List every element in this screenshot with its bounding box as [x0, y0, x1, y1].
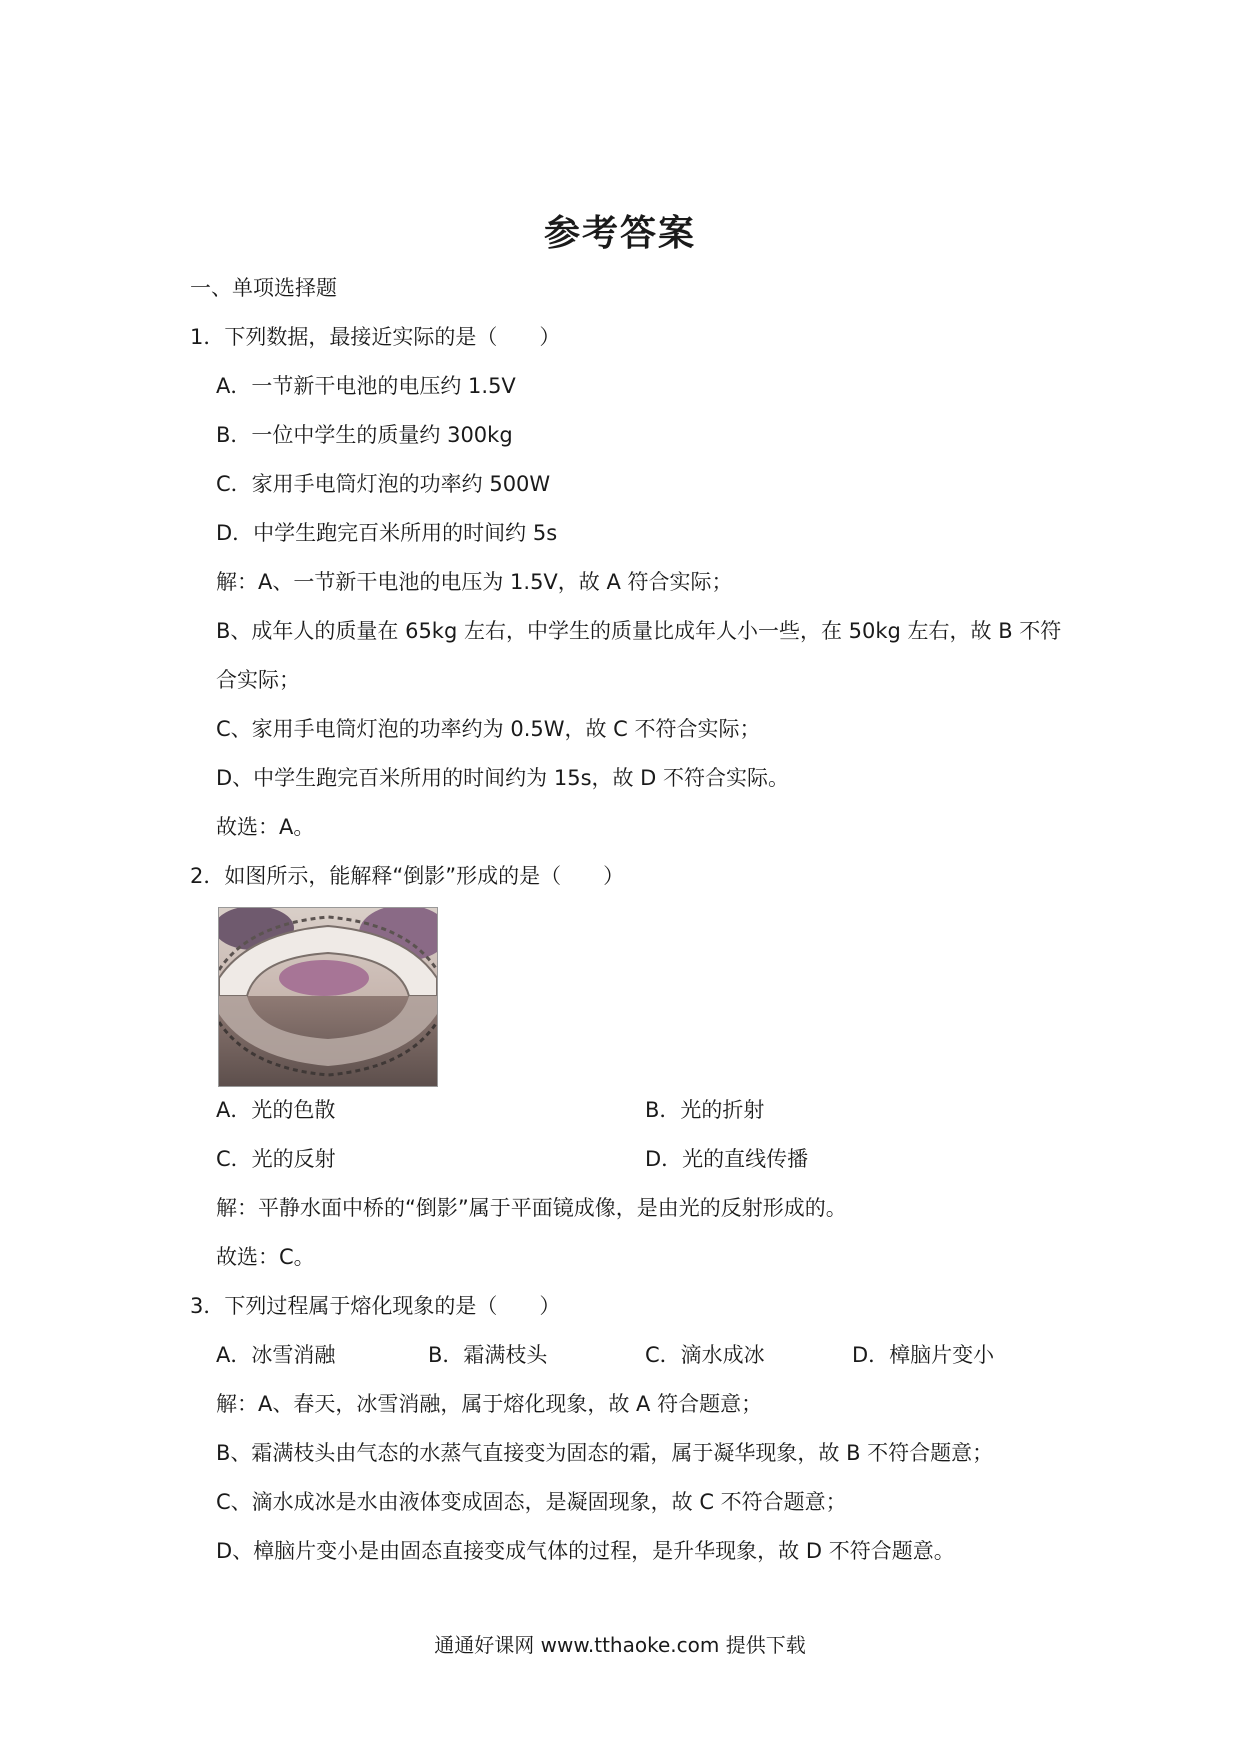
bridge-reflection-illustration [219, 908, 437, 1086]
q1-option-a: A．一节新干电池的电压约 1.5V [216, 374, 516, 398]
q3-option-d: D．樟脑片变小 [852, 1343, 995, 1367]
q1-option-d: D．中学生跑完百米所用的时间约 5s [216, 521, 558, 545]
q2-option-b: B．光的折射 [645, 1098, 765, 1122]
q1-answer: 故选：A。 [216, 815, 315, 839]
question-2-stem: 2．如图所示，能解释“倒影”形成的是（ ） [190, 864, 625, 888]
question-1-stem: 1．下列数据，最接近实际的是（ ） [190, 325, 561, 349]
q2-option-d: D．光的直线传播 [645, 1147, 809, 1171]
question-3-stem: 3．下列过程属于熔化现象的是（ ） [190, 1294, 561, 1318]
q2-option-c: C．光的反射 [216, 1147, 336, 1171]
q3-option-c: C．滴水成冰 [645, 1343, 765, 1367]
q1-solution-line: D、中学生跑完百米所用的时间约为 15s，故 D 不符合实际。 [216, 766, 790, 790]
q3-option-a: A．冰雪消融 [216, 1343, 336, 1367]
footer-watermark: 通通好课网 www.tthaoke.com 提供下载 [434, 1633, 806, 1657]
q1-solution-line: 解：A、一节新干电池的电压为 1.5V，故 A 符合实际； [216, 570, 733, 594]
q1-solution-line: B、成年人的质量在 65kg 左右，中学生的质量比成年人小一些，在 50kg 左右，故 B 不符 [216, 619, 1062, 643]
q3-option-b: B．霜满枝头 [428, 1343, 548, 1367]
q3-solution-line: B、霜满枝头由气态的水蒸气直接变为固态的霜，属于凝华现象，故 B 不符合题意； [216, 1441, 994, 1465]
q3-solution-line: 解：A、春天，冰雪消融，属于熔化现象，故 A 符合题意； [216, 1392, 763, 1416]
q2-solution-line: 解：平静水面中桥的“倒影”属于平面镜成像，是由光的反射形成的。 [216, 1196, 847, 1220]
q2-option-a: A．光的色散 [216, 1098, 336, 1122]
section-heading: 一、单项选择题 [190, 276, 337, 300]
bridge-reflection-photo [218, 907, 438, 1087]
q3-solution-line: D、樟脑片变小是由固态直接变成气体的过程，是升华现象，故 D 不符合题意。 [216, 1539, 955, 1563]
q3-solution-line: C、滴水成冰是水由液体变成固态，是凝固现象，故 C 不符合题意； [216, 1490, 847, 1514]
q1-solution-line: C、家用手电筒灯泡的功率约为 0.5W，故 C 不符合实际； [216, 717, 761, 741]
q1-solution-line: 合实际； [216, 668, 300, 692]
q1-option-c: C．家用手电筒灯泡的功率约 500W [216, 472, 551, 496]
q2-answer: 故选：C。 [216, 1245, 315, 1269]
q1-option-b: B．一位中学生的质量约 300kg [216, 423, 513, 447]
page-title: 参考答案 [543, 212, 696, 254]
